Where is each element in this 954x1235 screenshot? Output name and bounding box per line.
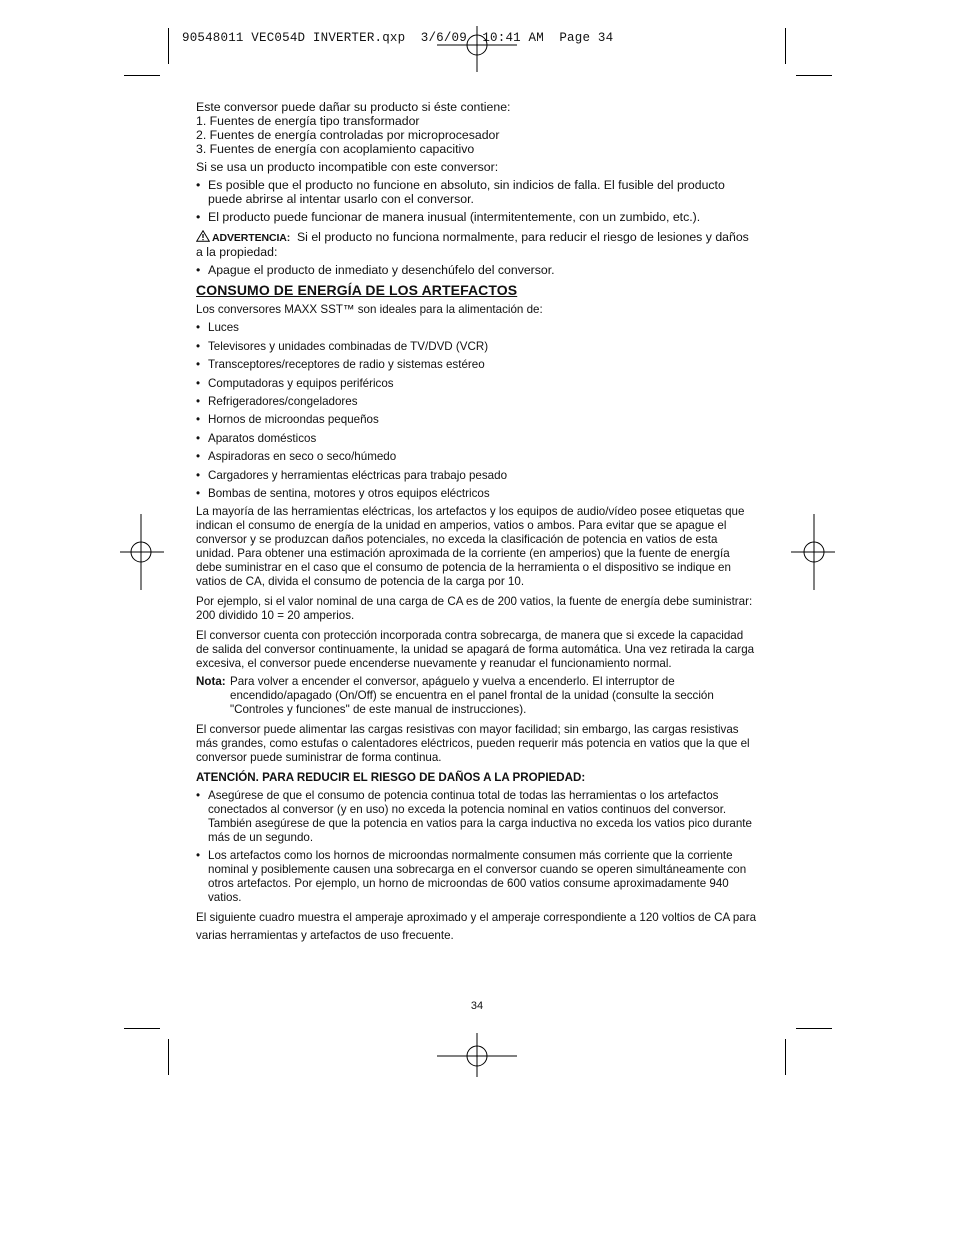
crop-mark-top-left-h	[124, 75, 160, 76]
registration-mark-right	[791, 514, 835, 590]
crop-mark-top-left-v	[168, 28, 169, 64]
list-item: • Transceptores/receptores de radio y sistemas estéreo	[196, 358, 758, 372]
list-item: • Bombas de sentina, motores y otros equipos eléctricos	[196, 487, 758, 501]
section-lead: Los conversores MAXX SST™ son ideales para la alimentación de:	[196, 303, 543, 316]
list-item: • Computadoras y equipos periféricos	[196, 377, 758, 391]
paragraph: El conversor cuenta con protección incorporada contra sobrecarga, de manera que si excede la capacidad de salida del conversor continuamente, la unidad se apagará de forma automática. Una vez retirada la carga excesiva, el conversor puede encenderse nuevamente y reanudar el funcionamiento normal.	[196, 628, 755, 670]
list-item: • Apague el producto de inmediato y desenchúfelo del conversor.	[196, 263, 758, 277]
warning-label: ADVERTENCIA:	[212, 232, 291, 244]
list-item: • El producto puede funcionar de manera inusual (intermitentemente, con un zumbido, etc.).	[196, 210, 758, 224]
registration-mark-left	[120, 514, 164, 590]
appliance-list	[196, 321, 758, 501]
list-item: • Televisores y unidades combinadas de TV/DVD (VCR)	[196, 340, 758, 354]
page-body	[196, 100, 758, 945]
list-item: • Cargadores y herramientas eléctricas para trabajo pesado	[196, 469, 758, 483]
paragraph: El conversor puede alimentar las cargas resistivas con mayor facilidad; sin embargo, las cargas resistivas más grandes, como estufas o calentadores eléctricos, pueden requerir más potencia en vatios que la que el conversor puede suministrar de forma continua.	[196, 722, 750, 764]
numbered-item: 1. Fuentes de energía tipo transformador	[196, 114, 420, 128]
crop-mark-bottom-left-v	[168, 1039, 169, 1075]
numbered-item: 3. Fuentes de energía con acoplamiento capacitivo	[196, 142, 475, 156]
crop-mark-top-right-v	[785, 28, 786, 64]
note-text: Para volver a encender el conversor, apáguelo y vuelva a encenderlo. El interruptor de encendido/apagado (On/Off) se encuentra en el panel frontal de la unidad (consulte la sección "Controles y funciones" de este manual de instrucciones).	[230, 674, 714, 716]
numbered-item: 2. Fuentes de energía controladas por microprocesador	[196, 128, 500, 142]
list-item: • Aparatos domésticos	[196, 432, 758, 446]
list-item: • Es posible que el producto no funcione en absoluto, sin indicios de falla. El fusible del producto puede abrirse al intentar usarlo con el conversor.	[196, 178, 758, 206]
list-item: • Luces	[196, 321, 758, 335]
list-item: • Hornos de microondas pequeños	[196, 413, 758, 427]
note	[196, 675, 758, 717]
crop-mark-bottom-right-h	[796, 1028, 832, 1029]
section-heading: CONSUMO DE ENERGÍA DE LOS ARTEFACTOS	[196, 282, 518, 298]
incompat-lead: Si se usa un producto incompatible con este conversor:	[196, 160, 499, 174]
intro-lead: Este conversor puede dañar su producto si éste contiene:	[196, 100, 511, 114]
registration-mark-bottom	[437, 1033, 517, 1077]
paragraph: El siguiente cuadro muestra el amperaje aproximado y el amperaje correspondiente a 120 voltios de CA para varias herramientas y artefactos de uso frecuente.	[196, 910, 757, 942]
crop-mark-bottom-left-h	[124, 1028, 160, 1029]
page-number: 34	[470, 1000, 484, 1012]
crop-mark-top-right-h	[796, 75, 832, 76]
list-item: • Aspiradoras en seco o seco/húmedo	[196, 450, 758, 464]
list-item: • Refrigeradores/congeladores	[196, 395, 758, 409]
warning-triangle-icon	[196, 230, 210, 242]
crop-mark-bottom-right-v	[785, 1039, 786, 1075]
print-slug: 90548011 VEC054D INVERTER.qxp 3/6/09 10:41 AM Page 34	[182, 31, 614, 45]
list-item: • Los artefactos como los hornos de microondas normalmente consumen más corriente que la corriente nominal y posiblemente causen una sobrecarga en el conversor cuando se operen simultáneamente con otros artefactos. Por ejemplo, un horno de microondas de 600 vatios consume aproximadamente 940 vatios.	[196, 849, 758, 905]
caution-heading: ATENCIÓN. PARA REDUCIR EL RIESGO DE DAÑOS A LA PROPIEDAD:	[196, 770, 586, 784]
warning-paragraph	[196, 230, 758, 259]
section-body	[196, 303, 758, 945]
note-label: Nota:	[196, 674, 226, 688]
warning-text: Si el producto no funciona normalmente, para reducir el riesgo de lesiones y daños a la propiedad:	[196, 230, 749, 259]
registration-mark-top	[437, 26, 517, 72]
paragraph: Por ejemplo, si el valor nominal de una carga de CA es de 200 vatios, la fuente de energía debe suministrar: 200 dividido 10 = 20 amperios.	[196, 594, 753, 622]
list-item: • Asegúrese de que el consumo de potencia continua total de todas las herramientas o los artefactos conectados al conversor (y en uso) no exceda la potencia nominal en vatios continuos del conversor. También asegúrese de que la potencia en vatios para la carga inductiva no exceda los vatios pico durante más de un segundo.	[196, 789, 758, 845]
paragraph: La mayoría de las herramientas eléctricas, los artefactos y los equipos de audio/vídeo posee etiquetas que indican el consumo de energía de la unidad en amperios, vatios o ambos. Para evitar que se apague el conversor y se produzcan daños potenciales, no exceda la clasificación de potencia en vatios de esta unidad. Para obtener una estimación aproximada de la corriente (en amperios) que la fuente de energía debe suministrar en el caso que el consumo de potencia de la herramienta o el dispositivo se indique en vatios de CA, divida el consumo de potencia de la carga por 10.	[196, 504, 745, 588]
